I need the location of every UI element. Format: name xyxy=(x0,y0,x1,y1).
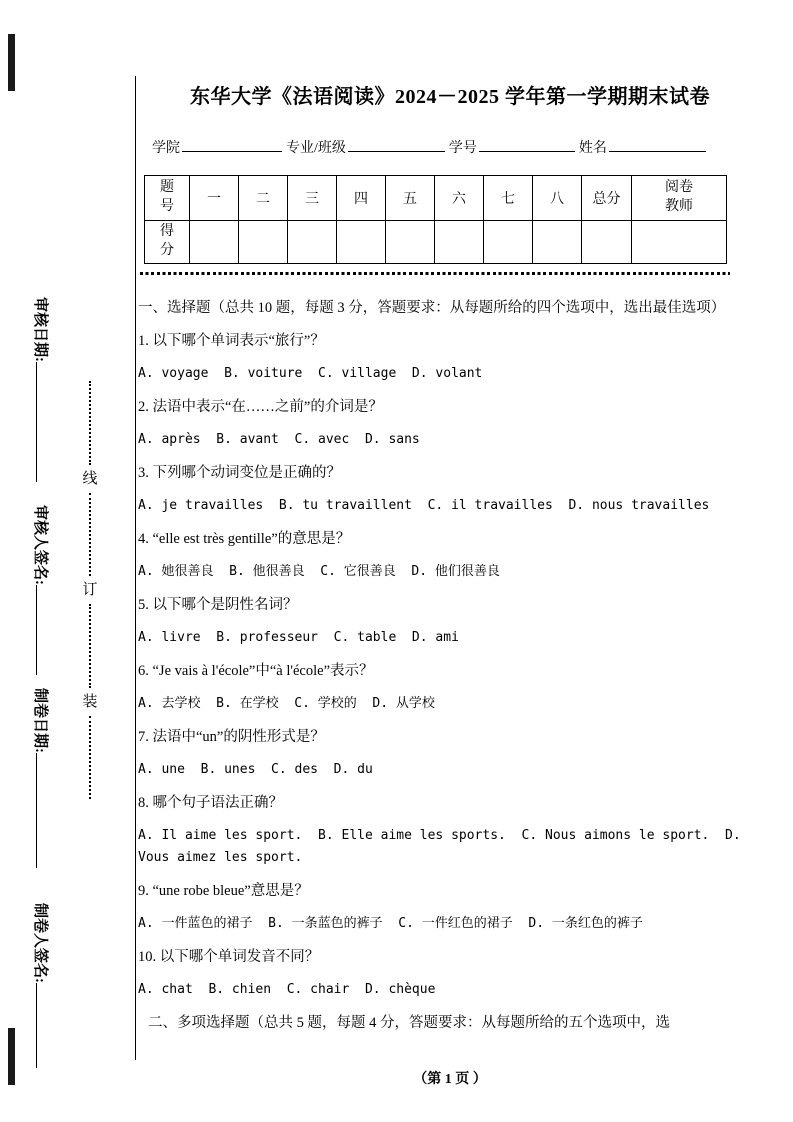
score-cell-empty xyxy=(386,221,435,264)
name-label: 姓名 xyxy=(578,141,607,156)
question-6 xyxy=(138,660,762,715)
student-id-field xyxy=(449,135,575,157)
score-col-question-number-text: 题号 xyxy=(160,180,174,214)
score-col-grader xyxy=(632,176,727,221)
question-3 xyxy=(138,462,762,517)
score-col-5: 五 xyxy=(386,176,435,221)
seal-blank-paper-made-date xyxy=(36,753,51,868)
question-8 xyxy=(138,792,762,869)
question-5-text: 5. 以下哪个是阴性名词？ xyxy=(138,596,298,613)
question-9-text: 9. “une robe bleue”意思是？ xyxy=(138,882,309,899)
score-col-grader-text: 阅卷教师 xyxy=(665,180,693,214)
score-col-8: 八 xyxy=(533,176,582,221)
seal-label-paper-made-date xyxy=(31,688,52,868)
student-info-line xyxy=(152,135,762,157)
seal-label-reviewer-signature-text: 审核人签名: xyxy=(32,505,48,585)
score-cell-empty xyxy=(582,221,632,264)
dotted-separator xyxy=(140,272,730,275)
question-1-text: 1. 以下哪个单词表示“旅行”？ xyxy=(138,332,325,349)
seal-label-review-date-text: 审核日期: xyxy=(32,297,48,362)
score-col-4: 四 xyxy=(337,176,386,221)
binding-dotted-segment xyxy=(89,381,91,465)
score-col-question-number xyxy=(145,176,190,221)
page-footer: （第 1 页 ） xyxy=(413,1072,487,1087)
question-10 xyxy=(138,946,762,1001)
binding-char-line: 线 xyxy=(82,470,98,487)
seal-label-paper-maker-signature xyxy=(31,903,52,1068)
question-5-options: A. livre B. professeur C. table D. ami xyxy=(138,629,459,645)
score-col-2: 二 xyxy=(239,176,288,221)
major-class-field xyxy=(286,135,445,157)
student-id-label: 学号 xyxy=(448,141,477,156)
binding-dotted-segment xyxy=(89,493,91,577)
print-mark-top xyxy=(8,34,15,91)
score-row-label-text: 得分 xyxy=(160,224,174,258)
question-8-text: 8. 哪个句子语法正确？ xyxy=(138,794,283,811)
score-cell-empty xyxy=(288,221,337,264)
question-1 xyxy=(138,330,762,385)
section-2-heading: 二、多项选择题（总共 5 题，每题 4 分，答题要求：从每题所给的五个选项中，选 xyxy=(148,1014,670,1031)
score-table-header-row xyxy=(145,176,727,221)
question-3-text: 3. 下列哪个动词变位是正确的？ xyxy=(138,464,341,481)
question-8-options: A. Il aime les sport. B. Elle aime les sports. C. Nous aimons le sport. D. Vous aimez les sport. xyxy=(138,827,749,865)
question-2-options: A. après B. avant C. avec D. sans xyxy=(138,431,420,447)
seal-blank-reviewer-signature xyxy=(36,585,51,675)
binding-dotted-segment xyxy=(89,604,91,688)
question-10-text: 10. 以下哪个单词发音不同？ xyxy=(138,948,320,965)
college-field xyxy=(152,135,282,157)
section-1-heading: 一、选择题（总共 10 题，每题 3 分，答题要求：从每题所给的四个选项中，选出最佳选项） xyxy=(138,299,726,316)
score-cell-empty xyxy=(337,221,386,264)
seal-label-reviewer-signature xyxy=(31,505,52,675)
score-cell-empty xyxy=(239,221,288,264)
seal-label-review-date xyxy=(31,297,52,482)
question-4-text: 4. “elle est très gentille”的意思是？ xyxy=(138,530,351,547)
question-7-text: 7. 法语中“un”的阴性形式是？ xyxy=(138,728,325,745)
seal-blank-review-date xyxy=(36,362,51,482)
student-id-blank xyxy=(479,135,575,152)
score-row-label xyxy=(145,221,190,264)
seal-divider-line xyxy=(135,76,136,1060)
page-title: 东华大学《法语阅读》2024－2025 学年第一学期期末试卷 xyxy=(190,86,710,108)
binding-char-staple: 订 xyxy=(82,582,98,598)
score-table-score-row xyxy=(145,221,727,264)
score-cell-empty xyxy=(484,221,533,264)
score-table xyxy=(144,175,727,264)
question-9 xyxy=(138,880,762,935)
score-col-total: 总分 xyxy=(582,176,632,221)
question-4-options: A. 她很善良 B. 他很善良 C. 它很善良 D. 他们很善良 xyxy=(138,563,500,579)
question-2-text: 2. 法语中表示“在……之前”的介词是？ xyxy=(138,398,383,415)
exam-body xyxy=(138,297,762,1034)
question-4 xyxy=(138,528,762,583)
college-label: 学院 xyxy=(152,141,180,156)
question-3-options: A. je travailles B. tu travaillent C. il travailles D. nous travailles xyxy=(138,497,710,513)
score-cell-empty xyxy=(435,221,484,264)
score-cell-empty xyxy=(190,221,239,264)
question-6-text: 6. “Je vais à l'école”中“à l'école”表示？ xyxy=(138,662,374,679)
binding-line xyxy=(82,378,98,802)
seal-label-paper-made-date-text: 制卷日期: xyxy=(32,688,48,753)
major-class-label: 专业/班级 xyxy=(286,141,346,156)
name-blank xyxy=(609,135,706,152)
question-2 xyxy=(138,396,762,451)
binding-char-bind: 装 xyxy=(82,693,98,710)
score-col-3: 三 xyxy=(288,176,337,221)
score-col-6: 六 xyxy=(435,176,484,221)
seal-blank-paper-maker-signature xyxy=(36,983,51,1068)
score-cell-empty xyxy=(533,221,582,264)
score-col-1: 一 xyxy=(190,176,239,221)
score-col-7: 七 xyxy=(484,176,533,221)
print-mark-bottom xyxy=(8,1028,15,1085)
name-field xyxy=(579,135,706,157)
college-blank xyxy=(182,135,282,152)
question-9-options: A. 一件蓝色的裙子 B. 一条蓝色的裤子 C. 一件红色的裙子 D. 一条红色的裤子 xyxy=(138,915,643,931)
question-7 xyxy=(138,726,762,781)
major-class-blank xyxy=(348,135,445,152)
question-10-options: A. chat B. chien C. chair D. chèque xyxy=(138,981,436,997)
score-cell-empty xyxy=(632,221,727,264)
main-content xyxy=(138,80,762,1045)
question-7-options: A. une B. unes C. des D. du xyxy=(138,761,373,777)
question-5 xyxy=(138,594,762,649)
seal-label-paper-maker-signature-text: 制卷人签名: xyxy=(32,903,48,983)
question-6-options: A. 去学校 B. 在学校 C. 学校的 D. 从学校 xyxy=(138,695,435,711)
question-1-options: A. voyage B. voiture C. village D. volant xyxy=(138,365,483,381)
binding-dotted-segment xyxy=(89,716,91,800)
